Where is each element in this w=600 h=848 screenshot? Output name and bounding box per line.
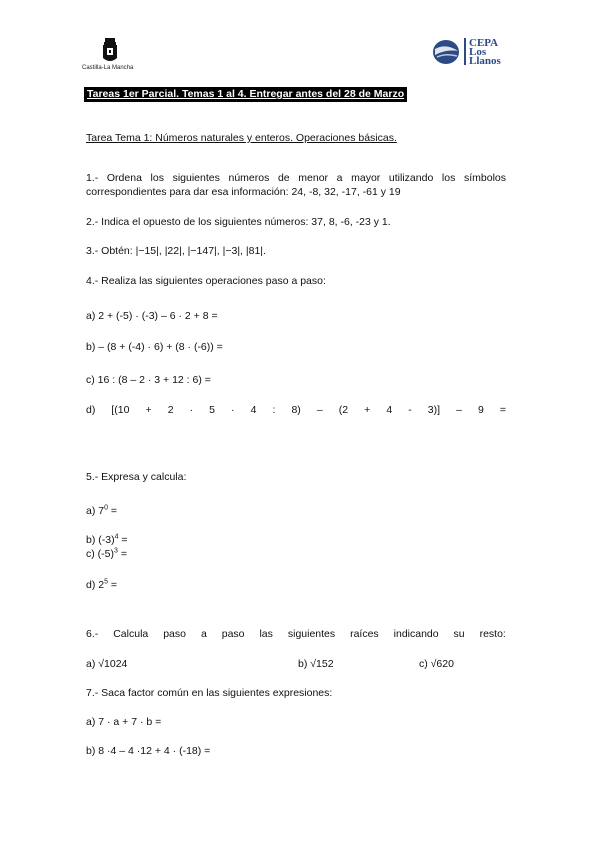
q4-d-token: 9 xyxy=(477,404,484,416)
q4-d-token: 2 xyxy=(167,404,174,416)
q6-b: b) √152 xyxy=(298,658,334,670)
coat-of-arms-icon xyxy=(80,36,140,66)
q4-d-token: + xyxy=(145,404,152,416)
q4-d-token: 8) xyxy=(291,404,301,416)
q5-d-equals: = xyxy=(108,579,118,591)
q4-d xyxy=(86,403,506,417)
q4-d-token: : xyxy=(272,404,276,416)
section-title: Tarea Tema 1: Números naturales y enteros. Operaciones básicas. xyxy=(86,132,397,144)
logo-caption: Castilla-La Mancha xyxy=(82,65,134,71)
q4-a: a) 2 + (-5) · (-3) – 6 · 2 + 8 = xyxy=(86,310,218,322)
q6-token: raíces xyxy=(350,628,379,640)
q6-c: c) √620 xyxy=(419,658,454,670)
q4-d-token: · xyxy=(189,404,194,416)
q4-d-token: d) xyxy=(86,404,96,416)
q7-a: a) 7 · a + 7 · b = xyxy=(86,716,162,728)
cepa-emblem-icon xyxy=(432,39,462,65)
q4-d-token: 4 xyxy=(386,404,393,416)
logo-line-1: CEPA xyxy=(469,37,499,49)
q5-c-equals: = xyxy=(117,548,127,560)
q5-b-base: b) (-3) xyxy=(86,534,115,546)
q3-text: 3.- Obtén: |−15|, |22|, |−147|, |−3|, |81|. xyxy=(86,245,266,257)
q5-b-exponent: 4 xyxy=(114,533,119,541)
q6-token: paso xyxy=(163,628,186,640)
q5-d-exponent: 5 xyxy=(104,578,108,586)
q6-token: a xyxy=(200,628,207,640)
q5-b-equals: = xyxy=(118,534,128,546)
q4-d-token: – xyxy=(456,404,462,416)
q6-token: su xyxy=(453,628,465,640)
q4-d-token: + xyxy=(364,404,371,416)
q6-token: resto: xyxy=(479,628,506,640)
q7-b: b) 8 ·4 – 4 ·12 + 4 · (-18) = xyxy=(86,745,211,757)
q4-d-token: - xyxy=(408,404,412,416)
q5-d xyxy=(86,578,117,592)
q4-d-token: = xyxy=(499,404,506,416)
q5-a xyxy=(86,504,117,518)
q6-text xyxy=(86,627,506,641)
q4-d-token: 4 xyxy=(250,404,257,416)
q5-c-base: c) (-5) xyxy=(86,548,114,560)
q5-a-equals: = xyxy=(108,505,118,517)
q1-line-1: 1.- Ordena los siguientes números de menor a mayor utilizando los símbolos xyxy=(86,172,506,184)
q4-d-token: 5 xyxy=(209,404,215,416)
q5-b xyxy=(86,533,128,547)
q1-line-2: correspondientes para dar esa información: 24, -8, 32, -17, -61 y 19 xyxy=(86,186,401,198)
logo-line-2: Los xyxy=(469,46,487,58)
castilla-la-mancha-logo xyxy=(80,36,140,76)
q5-c-exponent: 3 xyxy=(114,547,118,555)
q5-text: 5.- Expresa y calcula: xyxy=(86,471,187,483)
logo-divider xyxy=(464,38,466,65)
q6-token: siguientes xyxy=(287,628,336,640)
q6-token: Calcula xyxy=(113,628,149,640)
q5-a-exponent: 0 xyxy=(104,504,108,512)
q5-a-base: a) 7 xyxy=(86,505,105,517)
q6-token: paso xyxy=(221,628,245,640)
q4-b: b) – (8 + (-4) · 6) + (8 · (-6)) = xyxy=(86,341,223,353)
q4-d-token: [(10 xyxy=(111,404,130,416)
q2-text: 2.- Indica el opuesto de los siguientes números: 37, 8, -6, -23 y 1. xyxy=(86,216,391,228)
q6-token: 6.- xyxy=(86,628,99,640)
q7-text: 7.- Saca factor común en las siguientes expresiones: xyxy=(86,687,333,699)
q6-token: las xyxy=(259,628,273,640)
q4-d-token: · xyxy=(231,404,235,416)
q4-d-token: (2 xyxy=(338,404,349,416)
q4-c: c) 16 : (8 – 2 · 3 + 12 : 6) = xyxy=(86,374,211,386)
logo-line-3: Llanos xyxy=(469,55,501,67)
q4-text: 4.- Realiza las siguientes operaciones paso a paso: xyxy=(86,275,326,287)
document-title: Tareas 1er Parcial. Temas 1 al 4. Entregar antes del 28 de Marzo xyxy=(84,87,407,102)
q6-token: indicando xyxy=(393,628,439,640)
q5-c xyxy=(86,547,127,561)
q6-a: a) √1024 xyxy=(86,658,128,670)
q4-d-token: – xyxy=(316,404,323,416)
q5-d-base: d) 2 xyxy=(86,579,105,591)
cepa-los-llanos-logo xyxy=(432,38,522,68)
q4-d-token: 3)] xyxy=(427,404,441,416)
